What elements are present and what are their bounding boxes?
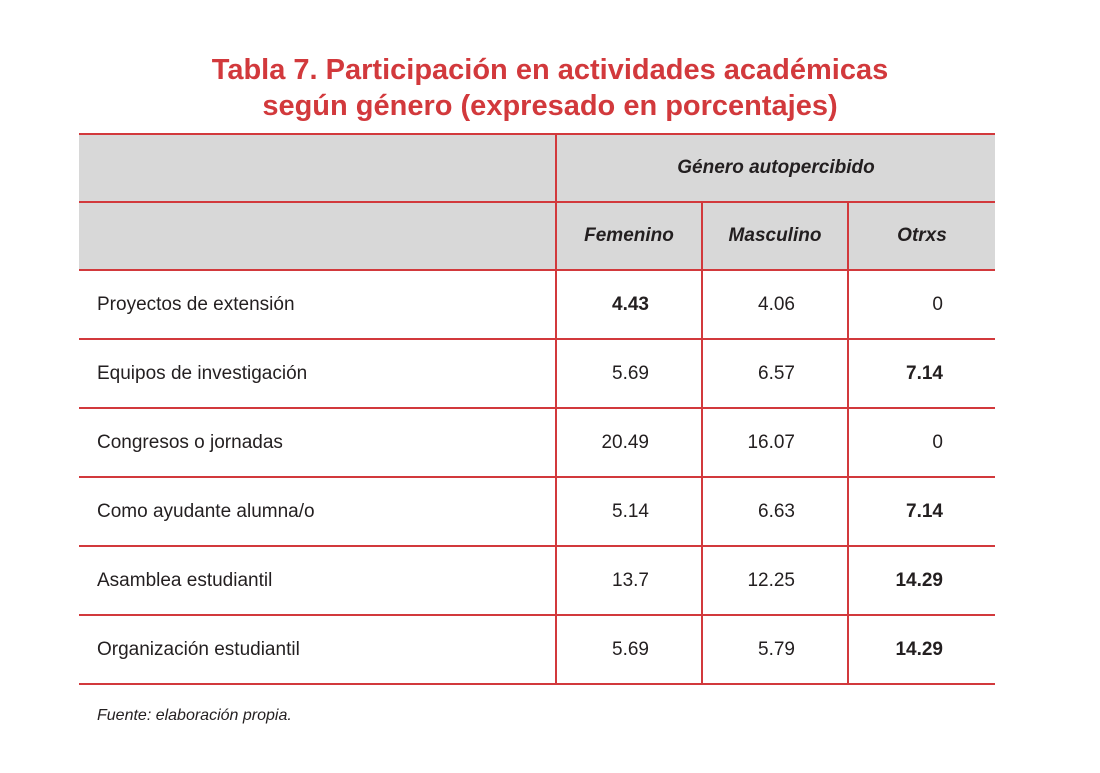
cell-masculino: 12.25 xyxy=(702,546,848,615)
header-blank-cell xyxy=(79,134,556,202)
row-label: Equipos de investigación xyxy=(79,339,556,408)
cell-femenino: 4.43 xyxy=(556,270,702,339)
row-label: Congresos o jornadas xyxy=(79,408,556,477)
column-header-row xyxy=(79,202,995,270)
table-row xyxy=(79,615,995,684)
cell-masculino: 4.06 xyxy=(702,270,848,339)
cell-otrxs: 0 xyxy=(848,270,995,339)
header-blank-cell xyxy=(79,202,556,270)
cell-otrxs: 7.14 xyxy=(848,339,995,408)
title-line-1: Tabla 7. Participación en actividades académicas xyxy=(211,54,889,86)
cell-otrxs: 14.29 xyxy=(848,546,995,615)
table-row xyxy=(79,339,995,408)
row-label: Asamblea estudiantil xyxy=(79,546,556,615)
row-label: Proyectos de extensión xyxy=(79,270,556,339)
cell-femenino: 13.7 xyxy=(556,546,702,615)
table-title xyxy=(0,52,1100,124)
column-header-femenino: Femenino xyxy=(556,202,702,270)
table-row xyxy=(79,270,995,339)
cell-otrxs: 7.14 xyxy=(848,477,995,546)
column-header-otrxs: Otrxs xyxy=(848,202,995,270)
cell-femenino: 5.69 xyxy=(556,339,702,408)
table-row xyxy=(79,546,995,615)
cell-masculino: 5.79 xyxy=(702,615,848,684)
cell-femenino: 5.69 xyxy=(556,615,702,684)
cell-masculino: 16.07 xyxy=(702,408,848,477)
cell-femenino: 5.14 xyxy=(556,477,702,546)
group-header: Género autopercibido xyxy=(556,134,995,202)
data-table xyxy=(79,133,995,685)
table-row xyxy=(79,408,995,477)
source-note: Fuente: elaboración propia. xyxy=(97,707,292,724)
cell-masculino: 6.57 xyxy=(702,339,848,408)
row-label: Como ayudante alumna/o xyxy=(79,477,556,546)
column-header-masculino: Masculino xyxy=(702,202,848,270)
cell-otrxs: 0 xyxy=(848,408,995,477)
cell-otrxs: 14.29 xyxy=(848,615,995,684)
row-label: Organización estudiantil xyxy=(79,615,556,684)
cell-femenino: 20.49 xyxy=(556,408,702,477)
table-row xyxy=(79,477,995,546)
group-header-row xyxy=(79,134,995,202)
cell-masculino: 6.63 xyxy=(702,477,848,546)
title-line-2: según género (expresado en porcentajes) xyxy=(262,90,838,122)
